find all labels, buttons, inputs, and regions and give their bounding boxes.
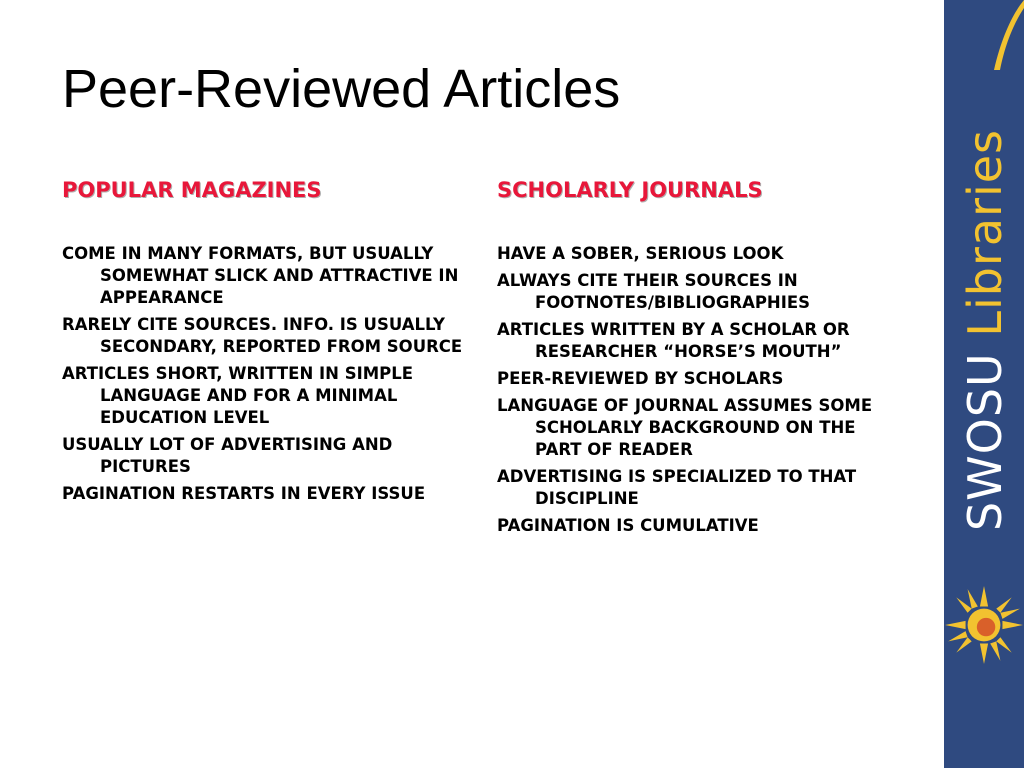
list-item: ALWAYS CITE THEIR SOURCES IN FOOTNOTES/BIBLIOGRAPHIES (497, 271, 811, 313)
list-item: COME IN MANY FORMATS, BUT USUALLY SOMEWHAT SLICK AND ATTRACTIVE IN APPEARANCE (62, 244, 459, 308)
list-item: PAGINATION RESTARTS IN EVERY ISSUE (62, 484, 426, 504)
list-item: PAGINATION IS CUMULATIVE (497, 516, 759, 536)
sun-logo-icon (943, 584, 1024, 666)
list-item: USUALLY LOT OF ADVERTISING AND PICTURES (62, 435, 393, 477)
scholarly-journals-column (497, 178, 907, 542)
list-item: PEER-REVIEWED BY SCHOLARS (497, 369, 784, 389)
brand-unit: Libraries (958, 128, 1012, 337)
brand-wordmark (958, 129, 1012, 531)
popular-magazines-heading: POPULAR MAGAZINES (62, 178, 322, 202)
popular-magazines-column (62, 178, 472, 510)
list-item: ARTICLES SHORT, WRITTEN IN SIMPLE LANGUAGE AND FOR A MINIMAL EDUCATION LEVEL (62, 364, 414, 428)
list-item: RARELY CITE SOURCES. INFO. IS USUALLY SECONDARY, REPORTED FROM SOURCE (62, 315, 463, 357)
list-item: ADVERTISING IS SPECIALIZED TO THAT DISCIPLINE (497, 467, 857, 509)
slide-title: Peer-Reviewed Articles (62, 59, 621, 119)
scholarly-journals-heading: SCHOLARLY JOURNALS (497, 178, 763, 202)
list-item: ARTICLES WRITTEN BY A SCHOLAR OR RESEARCHER “HORSE’S MOUTH” (497, 320, 850, 362)
list-item: HAVE A SOBER, SERIOUS LOOK (497, 244, 784, 264)
brand-org: SWOSU (958, 352, 1012, 532)
popular-magazines-list (62, 243, 472, 505)
scholarly-journals-list (497, 243, 907, 537)
swoosh-decoration-icon (944, 0, 1024, 70)
list-item: LANGUAGE OF JOURNAL ASSUMES SOME SCHOLARLY BACKGROUND ON THE PART OF READER (497, 396, 873, 460)
